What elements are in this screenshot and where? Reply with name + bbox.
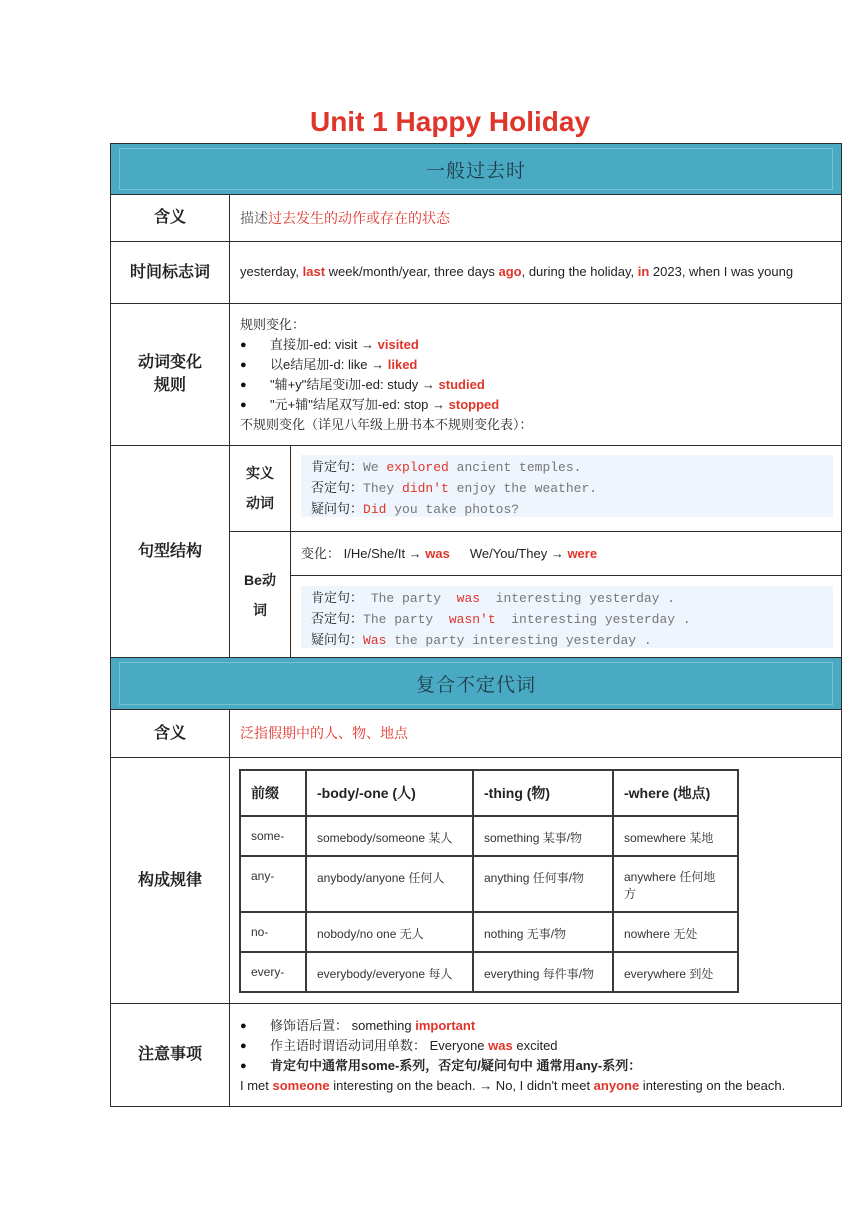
- example-keyword: didn't: [402, 481, 449, 496]
- verb-rule-item: [240, 375, 831, 395]
- action-negative: [311, 478, 833, 499]
- table-row: [240, 816, 738, 856]
- negative-label: 否定句：: [311, 611, 364, 626]
- example-keyword: Was: [363, 633, 387, 648]
- table-header-row: [240, 770, 738, 816]
- question-label: 疑问句：: [311, 632, 364, 647]
- meaning-label: 含义: [111, 194, 230, 241]
- note-item: [240, 1056, 837, 1076]
- example-keyword: wasn't: [448, 612, 496, 627]
- verb-rule-result: liked: [387, 357, 418, 372]
- time-text-1: yesterday,: [240, 264, 303, 279]
- meaning-text-b: 过去发生的动作或存在的状态: [268, 209, 450, 226]
- action-affirmative: [311, 457, 833, 478]
- example-text: interesting on the beach. → No, I didn't meet: [329, 1078, 594, 1093]
- meaning-text: [230, 194, 841, 241]
- section-header-label: 复合不定代词: [119, 662, 833, 705]
- be-change-line: [301, 542, 841, 566]
- notes-label: 注意事项: [111, 1003, 230, 1106]
- action-verb-label-line2: 动词: [246, 495, 274, 511]
- table-cell: some-: [240, 816, 306, 856]
- affirmative-label: 肯定句：: [311, 459, 364, 474]
- example-text: you take photos?: [386, 502, 520, 517]
- example-text: interesting on the beach.: [639, 1078, 786, 1093]
- table-cell: nowhere 无处: [613, 912, 738, 952]
- table-header: -where (地点): [613, 770, 738, 816]
- verb-rules-row: [110, 303, 842, 446]
- formation-row: [110, 757, 842, 1004]
- example-text: interesting yesterday .: [480, 591, 676, 606]
- table-cell: somewhere 某地: [613, 816, 738, 856]
- table-cell: everybody/everyone 每人: [306, 952, 473, 992]
- note-keyword: was: [488, 1038, 513, 1053]
- table-cell: nothing 无事/物: [473, 912, 613, 952]
- time-keyword-ago: ago: [498, 264, 522, 279]
- table-cell: no-: [240, 912, 306, 952]
- note-text: 肯定句中通常用some-系列，否定句/疑问句中 通常用any-系列：: [270, 1058, 642, 1073]
- verb-rules-content: [230, 303, 841, 445]
- note-text: 修饰语后置： something: [270, 1018, 416, 1033]
- verb-rule-text: "辅+y"结尾变i加-ed: study →: [270, 377, 439, 392]
- formation-label: 构成规律: [111, 757, 230, 1003]
- example-keyword: was: [456, 591, 481, 606]
- table-cell: everything 每件事/物: [473, 952, 613, 992]
- section-header-past-tense: [110, 143, 842, 195]
- verb-rule-item: [240, 395, 831, 415]
- verb-rule-result: visited: [377, 337, 419, 352]
- action-verb-label-line1: 实义: [246, 465, 274, 481]
- note-item: [240, 1036, 837, 1056]
- be-verb-label-line1: Be动: [244, 572, 276, 588]
- table-cell: something 某事/物: [473, 816, 613, 856]
- section-header-label: 一般过去时: [119, 148, 833, 190]
- be-change-text: I/He/She/It →: [343, 546, 426, 561]
- example-keyword: Did: [363, 502, 387, 517]
- table-cell: every-: [240, 952, 306, 992]
- be-verb-label: [230, 532, 291, 658]
- pronoun-meaning-label: 含义: [111, 709, 230, 757]
- example-text: I met: [240, 1078, 273, 1093]
- verb-rules-label-line1: 动词变化: [137, 354, 202, 371]
- example-text: enjoy the weather.: [448, 481, 598, 496]
- table-header: 前缀: [240, 770, 306, 816]
- table-cell: anything 任何事/物: [473, 856, 613, 912]
- meaning-row: [110, 194, 842, 242]
- table-cell: somebody/someone 某人: [306, 816, 473, 856]
- example-text: The party: [363, 591, 457, 606]
- time-text-4: 2023, when I was young: [649, 264, 794, 279]
- notes-content: [230, 1003, 841, 1106]
- note-keyword: important: [415, 1018, 476, 1033]
- be-verb-examples: [301, 586, 833, 648]
- table-cell: everywhere 到处: [613, 952, 738, 992]
- sub-divider: [230, 531, 841, 532]
- note-item: [240, 1016, 837, 1036]
- be-affirmative: [311, 588, 833, 609]
- section-header-pronouns: [110, 657, 842, 710]
- table-cell: anybody/anyone 任何人: [306, 856, 473, 912]
- table-cell: any-: [240, 856, 306, 912]
- time-keyword-last: last: [302, 264, 326, 279]
- action-verb-label: [230, 445, 291, 531]
- verb-rules-list: [240, 335, 831, 415]
- example-keyword: someone: [272, 1078, 330, 1093]
- sentence-structure-row: [110, 445, 842, 658]
- example-keyword: explored: [386, 460, 449, 475]
- verb-rules-label-line2: 规则: [153, 377, 186, 394]
- irregular-note: 不规则变化（详见八年级上册书本不规则变化表）：: [240, 417, 533, 432]
- pronoun-table: [239, 769, 739, 993]
- be-negative: [311, 609, 833, 630]
- table-row: [240, 952, 738, 992]
- example-text: ancient temples.: [448, 460, 582, 475]
- time-text-3: , during the holiday,: [521, 264, 638, 279]
- note-example: [240, 1076, 837, 1096]
- time-words-text: [230, 241, 841, 303]
- pronoun-meaning-value: 泛指假期中的人、物、地点: [240, 725, 408, 741]
- time-text-2: week/month/year, three days: [325, 264, 499, 279]
- example-keyword: anyone: [593, 1078, 640, 1093]
- table-row: [240, 912, 738, 952]
- table-row: [240, 856, 738, 912]
- note-text: 作主语时谓语动词用单数： Everyone: [270, 1038, 489, 1053]
- example-text: the party interesting yesterday .: [386, 633, 652, 648]
- verb-rules-label: [111, 303, 230, 445]
- verb-rule-item: [240, 355, 831, 375]
- pronoun-meaning-text: [230, 709, 841, 757]
- notes-row: [110, 1003, 842, 1107]
- affirmative-label: 肯定句：: [311, 590, 364, 605]
- table-header: -body/-one (人): [306, 770, 473, 816]
- verb-rule-text: 以e结尾加-d: like →: [270, 357, 388, 372]
- time-keyword-in: in: [637, 264, 650, 279]
- example-text: They: [363, 481, 403, 496]
- action-question: [311, 499, 833, 520]
- pronoun-meaning-row: [110, 709, 842, 758]
- be-change-label: 变化：: [301, 546, 341, 561]
- example-text: interesting yesterday .: [495, 612, 691, 627]
- be-question: [311, 630, 833, 651]
- time-words-label: 时间标志词: [111, 241, 230, 303]
- verb-rules-heading: 规则变化：: [240, 317, 306, 332]
- verb-rule-item: [240, 335, 831, 355]
- time-words-row: [110, 241, 842, 304]
- be-change-was: was: [425, 546, 450, 561]
- verb-rule-text: 直接加-ed: visit →: [270, 337, 378, 352]
- be-change-text: We/You/They →: [469, 546, 568, 561]
- table-header: -thing (物): [473, 770, 613, 816]
- note-text: excited: [512, 1038, 558, 1053]
- page-title: Unit 1 Happy Holiday: [309, 106, 591, 137]
- be-change-were: were: [567, 546, 598, 561]
- be-divider: [291, 575, 841, 576]
- be-verb-label-line2: 词: [253, 602, 267, 618]
- verb-rule-text: "元+辅"结尾双写加-ed: stop →: [270, 397, 449, 412]
- action-verb-examples: [301, 455, 833, 517]
- meaning-text-a: 描述: [240, 209, 268, 226]
- sentence-structure-label: 句型结构: [111, 445, 230, 657]
- question-label: 疑问句：: [311, 501, 364, 516]
- example-text: The party: [363, 612, 449, 627]
- table-cell: anywhere 任何地方: [613, 856, 738, 912]
- notes-list: [240, 1016, 837, 1076]
- example-text: We: [363, 460, 387, 475]
- verb-rule-result: studied: [438, 377, 485, 392]
- negative-label: 否定句：: [311, 480, 364, 495]
- verb-rule-result: stopped: [448, 397, 500, 412]
- table-cell: nobody/no one 无人: [306, 912, 473, 952]
